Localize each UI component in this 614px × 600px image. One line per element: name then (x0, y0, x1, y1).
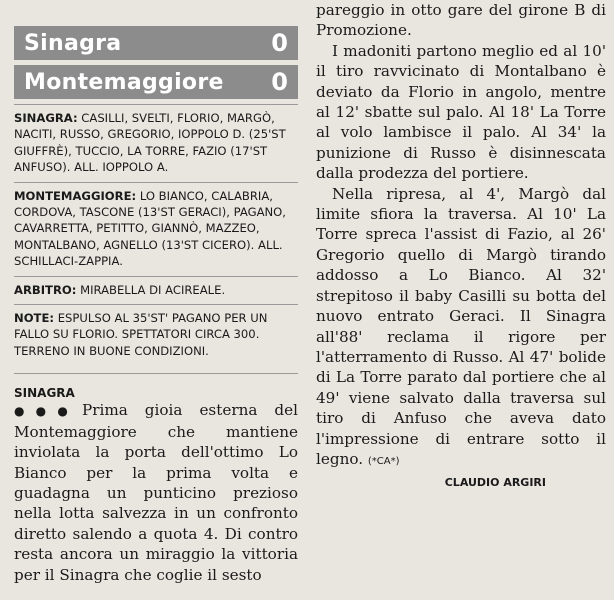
left-column (14, 26, 298, 585)
article-paragraph-1-continued: pareggio in otto gare del girone B di Promozione. (316, 1, 606, 40)
article-paragraph-3 (316, 184, 606, 473)
home-team-name: Sinagra (24, 30, 122, 56)
referee-label: ARBITRO: (14, 282, 77, 297)
article-credit: (*CA*) (367, 455, 400, 467)
lineup-away (14, 182, 298, 276)
article-paragraph-1 (14, 400, 298, 585)
paragraph-1-text: Prima gioia esterna del Montemaggiore che mantiene inviolata la porta dell'ottimo Lo Bianco per la prima volta e guadagna un punticino prezioso nella lotta salvezza in un confronto diretto salendo a quota 4. Di contro resta ancora un miraggio la vittoria per il Sinagra che coglie il sesto (14, 401, 298, 584)
referee-info (14, 276, 298, 304)
article-author: CLAUDIO ARGIRI (444, 476, 546, 490)
lineup-home-text: CASILLI, SVELTI, FLORIO, MARGÒ, NACITI, RUSSO, GREGORIO, IOPPOLO D. (25'ST GIUFFRÈ), TUCCIO, LA TORRE, FAZIO (17'ST ANFUSO). ALL. IOPPOLO A. (14, 111, 286, 175)
bullet-marker: ●●● (14, 404, 79, 419)
notes-text: ESPULSO AL 35'ST' PAGANO PER UN FALLO SU FLORIO. SPETTATORI CIRCA 300. TERRENO IN BUONE CONDIZIONI. (14, 311, 268, 358)
notes-label: NOTE: (14, 311, 55, 326)
paragraph-3-text: Nella ripresa, al 4', Margò dal limite sfiora la traversa. Al 10' La Torre spreca l'assist di Fazio, al 26' Gregorio quello di Margò tirando addosso a Lo Bianco. Al 32' strepitoso il baby Casilli su botta del nuovo entrato Geraci. Il Sinagra all'88' reclama il rigore per l'atterramento di Russo. Al 47' bolide di La Torre parato dal portiere che al 49' viene salvato dalla traversa sul tiro di Anfuso che aveva dato l'impressione di entrare sotto il legno. (316, 184, 606, 468)
lineup-home-label: SINAGRA: (14, 111, 78, 125)
scoreboard-home (14, 26, 298, 60)
lineup-home (14, 104, 298, 182)
away-team-name: Montemaggiore (24, 69, 224, 95)
article-paragraph-2: I madoniti partono meglio ed al 10' il tiro ravvicinato di Montalbano è deviato da Florio in angolo, mentre al 12' sbatte sul palo. Al 18' La Torre al volo lambisce il palo. Al 34' la punizione di Russo è disinnescata dalla prodezza del portiere. (316, 41, 606, 183)
referee-text: MIRABELLA DI ACIREALE. (80, 282, 226, 297)
lineup-away-label: MONTEMAGGIORE: (14, 188, 137, 203)
match-notes (14, 304, 298, 365)
scoreboard-away (14, 65, 298, 99)
right-column (316, 0, 606, 489)
away-team-score: 0 (271, 68, 288, 96)
lineup-away-text: LO BIANCO, CALABRIA, CORDOVA, TASCONE (13'ST GERACI), PAGANO, CAVARRETTA, PETITTO, GIANNÒ, MAZZEO, MONTALBANO, AGNELLO (13'ST CICERO). ALL. SCHILLACI-ZAPPIA. (14, 188, 286, 269)
home-team-score: 0 (271, 29, 288, 57)
article-dateline: SINAGRA (14, 373, 298, 400)
